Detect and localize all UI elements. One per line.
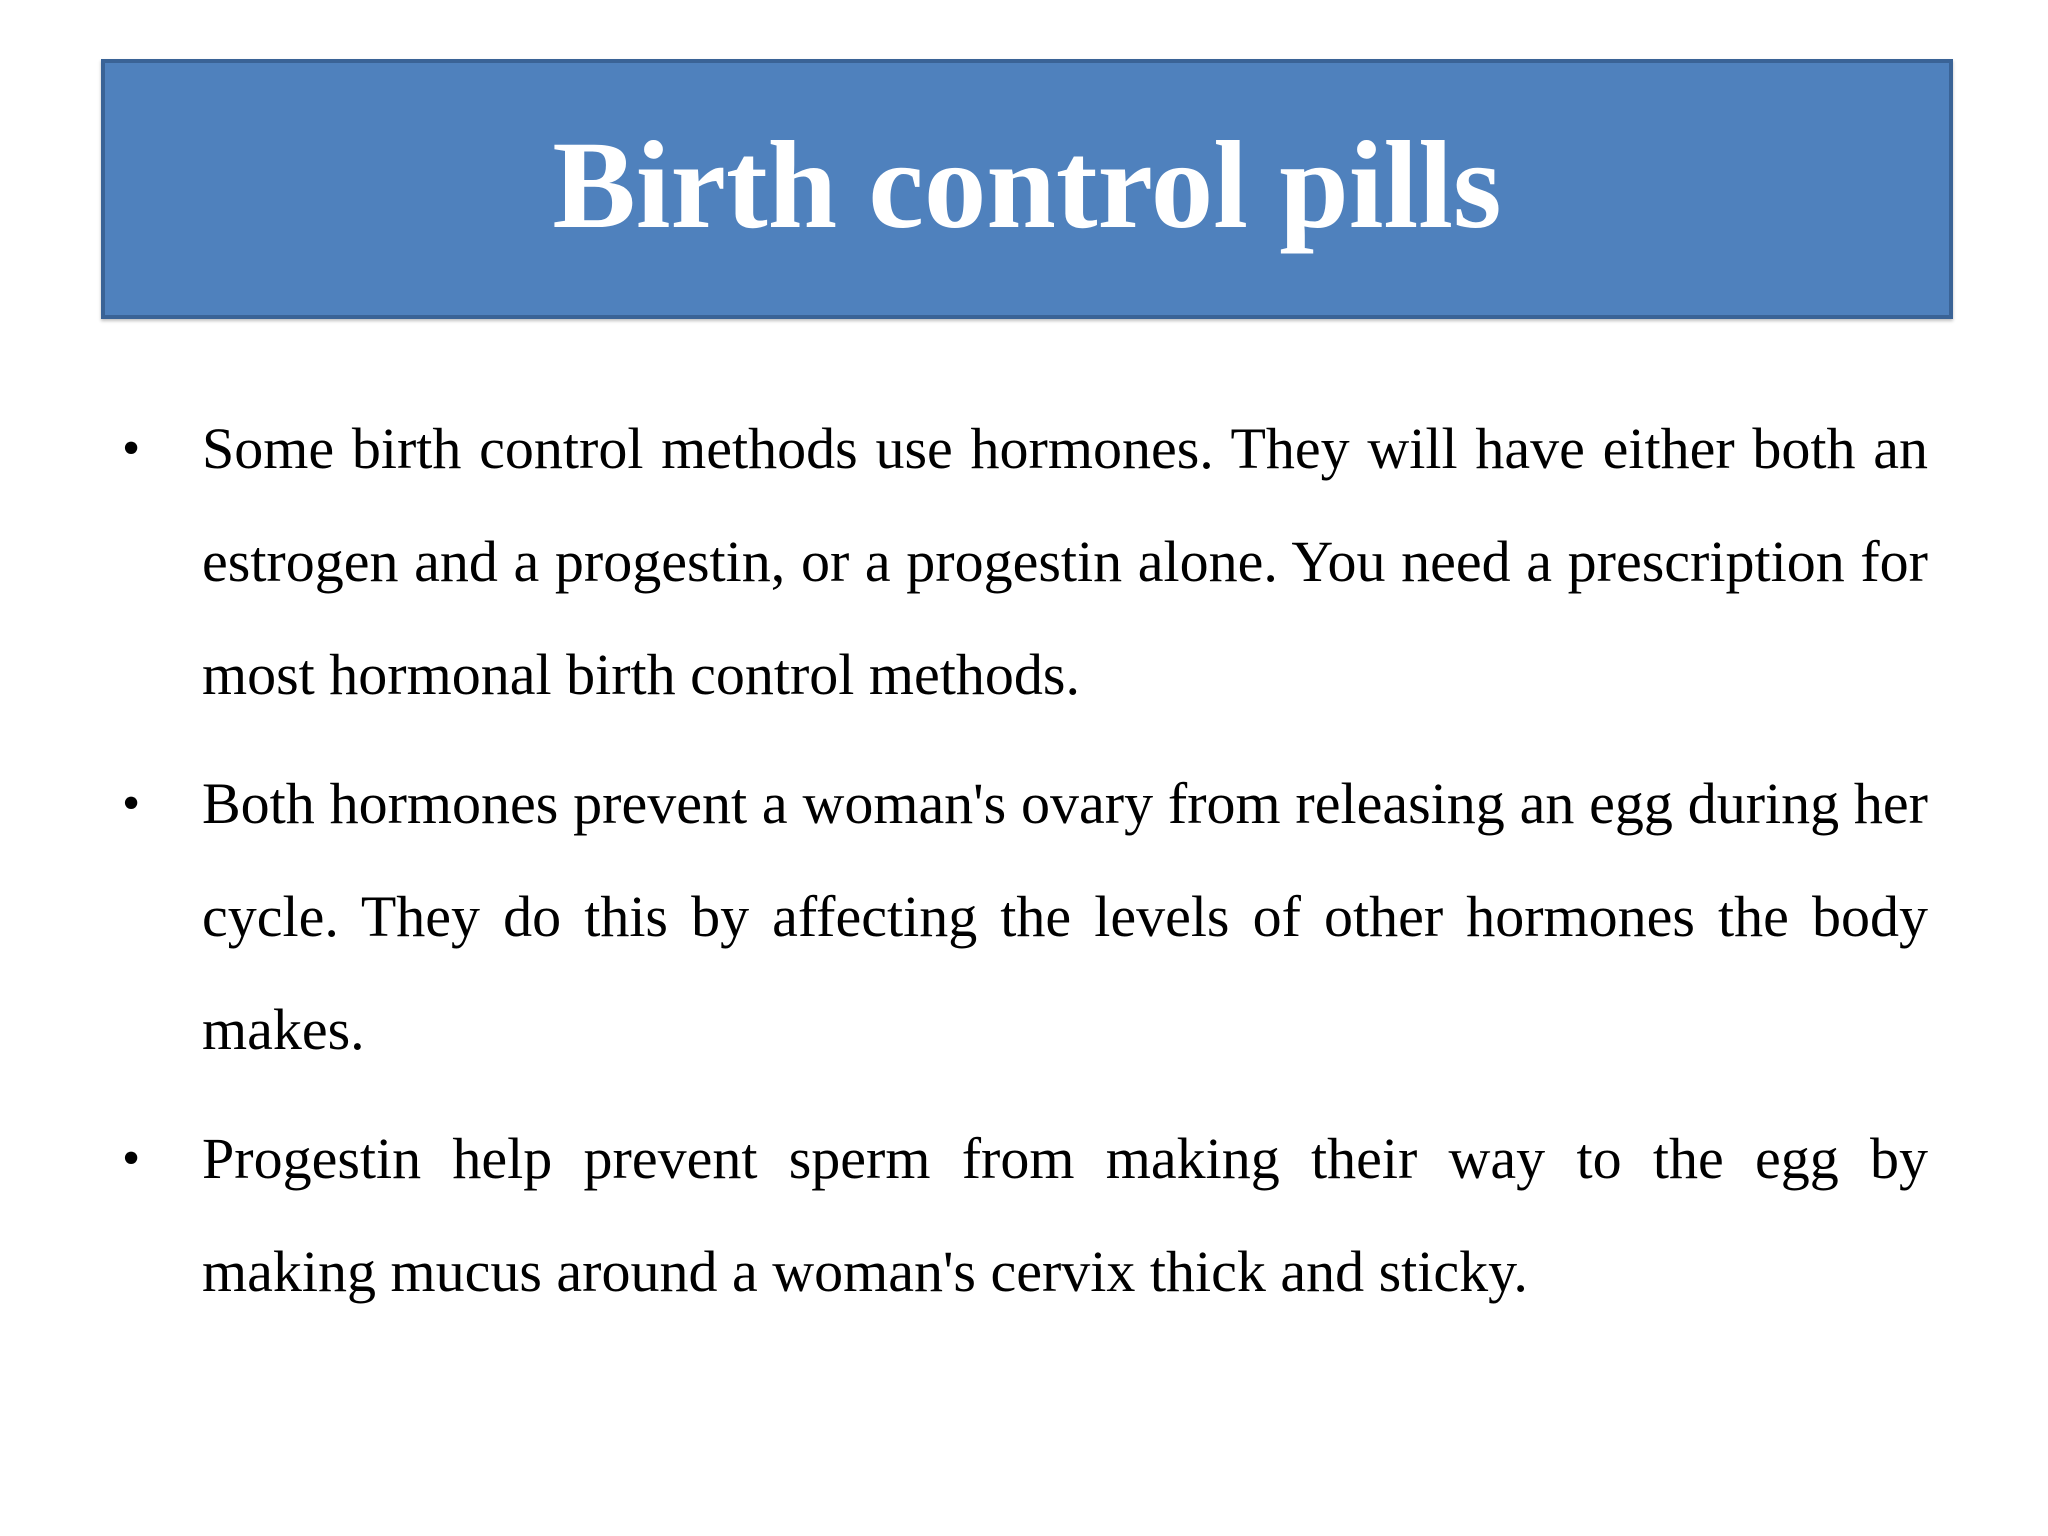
bullet-item bbox=[120, 747, 1928, 1086]
slide-title: Birth control pills bbox=[552, 116, 1502, 255]
bullet-item bbox=[120, 1102, 1928, 1328]
bullet-dot-icon: • bbox=[122, 1130, 141, 1187]
bullet-text: Progestin help prevent sperm from making their way to the egg by making mucus around a woman's cervix thick and sticky. bbox=[202, 1126, 1928, 1304]
bullet-item bbox=[120, 392, 1928, 731]
bullet-dot-icon: • bbox=[122, 775, 141, 832]
title-banner bbox=[101, 59, 1953, 319]
bullet-text: Both hormones prevent a woman's ovary from releasing an egg during her cycle. They do this by affecting the levels of other hormones the body makes. bbox=[202, 771, 1928, 1062]
bullet-dot-icon: • bbox=[122, 420, 141, 477]
bullet-text: Some birth control methods use hormones. They will have either both an estrogen and a progestin, or a progestin alone. You need a prescription for most hormonal birth control methods. bbox=[202, 416, 1928, 707]
bullet-list bbox=[120, 392, 1928, 1344]
